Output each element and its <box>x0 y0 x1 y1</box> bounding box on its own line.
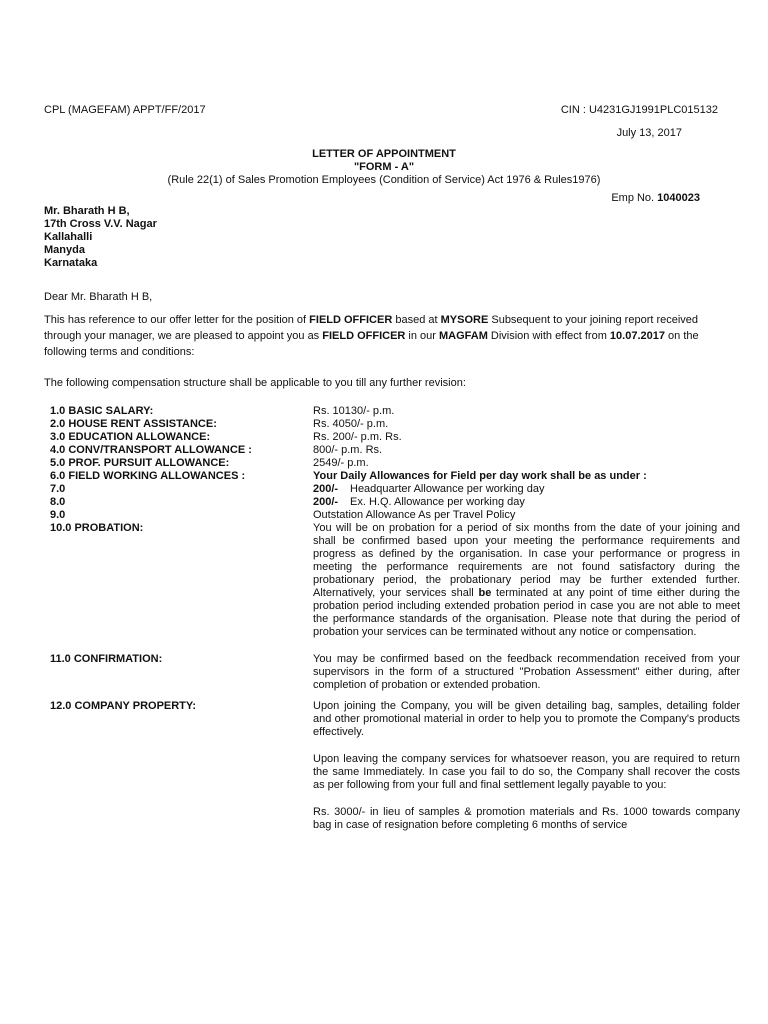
intro-text: This has reference to our offer letter for the position of <box>44 314 307 326</box>
recipient-address <box>44 205 157 270</box>
term-value: Outstation Allowance As per Travel Policy <box>313 509 516 521</box>
position-name: FIELD OFFICER <box>322 330 406 342</box>
allowance-amount: 200/- <box>313 483 339 495</box>
term-value: 800/- p.m. Rs. <box>313 444 383 456</box>
rule-subtitle: (Rule 22(1) of Sales Promotion Employees (Condition of Service) Act 1976 & Rules1976) <box>167 174 601 186</box>
term-row <box>50 405 740 418</box>
term-label: 7.0 <box>50 483 66 495</box>
property-paragraph: Rs. 3000/- in lieu of samples & promotion materials and Rs. 1000 towards company bag in case of resignation before completing 6 months of service <box>313 806 740 831</box>
property-paragraph: Upon leaving the company services for whatsoever reason, you are required to return the same Immediately. In case you fail to do so, the Company shall recover the costs as per following from your full and final settlement legally payable to you: <box>313 753 740 791</box>
probation-text-bold: be <box>478 587 492 599</box>
term-value: Your Daily Allowances for Field per day work shall be as under : <box>313 470 647 482</box>
term-label: 1.0 BASIC SALARY: <box>50 405 154 417</box>
address-line: Kallahalli <box>44 231 93 243</box>
address-line: Mr. Bharath H B, <box>44 205 130 217</box>
probation-text-part: terminated at any point of time either during the probation period including extended probation period in case you are not able to meet the performance standards of the organisation. Please note that during the period of probation your services can be terminated without any notice or compensation. <box>313 587 740 638</box>
term-value: 2549/- p.m. <box>313 457 369 469</box>
term-row <box>50 444 740 457</box>
term-value: Rs. 4050/- p.m. <box>313 418 389 430</box>
division-name: MAGFAM <box>439 330 488 342</box>
effective-date: 10.07.2017 <box>609 330 665 342</box>
term-value: Rs. 200/- p.m. Rs. <box>313 431 402 443</box>
term-label: 11.0 CONFIRMATION: <box>50 653 163 665</box>
term-value <box>313 496 740 509</box>
term-row <box>50 496 740 509</box>
term-value <box>313 483 740 496</box>
employee-number <box>611 192 700 205</box>
allowance-desc: Ex. H.Q. Allowance per working day <box>350 496 525 508</box>
term-value: Rs. 10130/- p.m. <box>313 405 395 417</box>
address-line: Manyda <box>44 244 85 256</box>
term-row <box>50 509 740 522</box>
reference-number: CPL (MAGEFAM) APPT/FF/2017 <box>44 104 206 116</box>
term-label: 8.0 <box>50 496 66 508</box>
term-label: 5.0 PROF. PURSUIT ALLOWANCE: <box>50 457 230 469</box>
letter-date: July 13, 2017 <box>616 127 682 139</box>
form-title: "FORM - A" <box>353 161 415 173</box>
address-line: Karnataka <box>44 257 98 269</box>
term-label: 10.0 PROBATION: <box>50 522 144 534</box>
property-text <box>313 700 740 832</box>
term-label: 4.0 CONV/TRANSPORT ALLOWANCE : <box>50 444 252 456</box>
location-name: MYSORE <box>440 314 489 326</box>
emp-label: Emp No. <box>611 192 655 204</box>
term-row <box>50 483 740 496</box>
term-row <box>50 470 740 483</box>
cin-number: CIN : U4231GJ1991PLC015132 <box>560 104 718 116</box>
terms-list <box>50 405 740 832</box>
allowance-desc: Headquarter Allowance per working day <box>350 483 545 495</box>
term-label: 12.0 COMPANY PROPERTY: <box>50 700 197 712</box>
letter-title: LETTER OF APPOINTMENT <box>312 148 456 160</box>
term-row <box>50 522 740 639</box>
intro-text: on the following terms and conditions: <box>44 330 699 358</box>
probation-text-part: You will be on probation for a period of six months from the date of your joining and shall be confirmed based upon your meeting the performance requirements and progress as defined by the organisation. In case your performance or progress in meeting the performance requirements are not found satisfactory during the probationary period, the probationary period may be further extended further. Alternatively, your services shall <box>313 522 740 599</box>
term-label: 6.0 FIELD WORKING ALLOWANCES : <box>50 470 246 482</box>
compensation-intro: The following compensation structure shall be applicable to you till any further revision: <box>44 377 466 389</box>
intro-text: based at <box>395 314 438 326</box>
position-name: FIELD OFFICER <box>309 314 393 326</box>
intro-paragraph <box>44 312 724 360</box>
term-row <box>50 418 740 431</box>
property-paragraph: Upon joining the Company, you will be given detailing bag, samples, detailing folder and other promotional material in order to help you to promote the Company's products effectively. <box>313 700 740 738</box>
intro-text: Subsequent to your joining report received through your manager, we are pleased to appoint you as <box>44 314 699 342</box>
intro-text: Division with effect from <box>490 330 607 342</box>
confirmation-text: You may be confirmed based on the feedback recommendation received from your supervisors in the form of a structured "Probation Assessment" either during, after completion of probation or extended probation. <box>313 653 740 691</box>
term-row <box>50 700 740 832</box>
greeting: Dear Mr. Bharath H B, <box>44 291 153 303</box>
intro-text: in our <box>408 330 436 342</box>
term-row <box>50 653 740 692</box>
title-block <box>0 148 768 187</box>
probation-text <box>313 522 740 639</box>
allowance-amount: 200/- <box>313 496 339 508</box>
emp-value: 1040023 <box>657 192 700 204</box>
term-label: 2.0 HOUSE RENT ASSISTANCE: <box>50 418 217 430</box>
term-label: 3.0 EDUCATION ALLOWANCE: <box>50 431 211 443</box>
term-row <box>50 457 740 470</box>
address-line: 17th Cross V.V. Nagar <box>44 218 157 230</box>
term-row <box>50 431 740 444</box>
term-label: 9.0 <box>50 509 66 521</box>
